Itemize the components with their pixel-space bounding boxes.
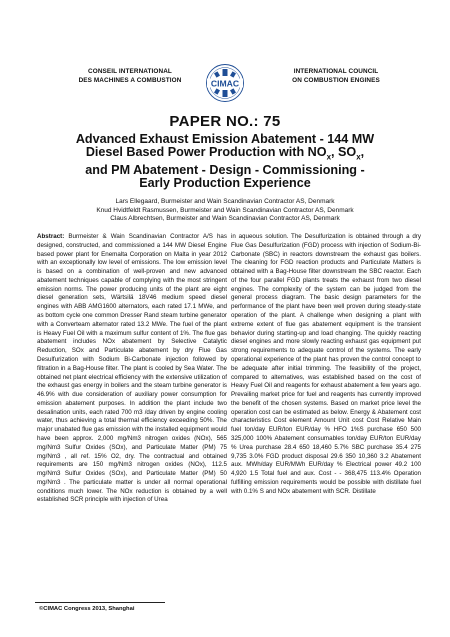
- author-3: Claus Albrechtsen, Burmeister and Wain Scandinavian Contractor AS, Denmark: [110, 215, 340, 223]
- left-org-line-1: CONSEIL INTERNATIONAL: [88, 68, 172, 75]
- author-list: [20, 198, 430, 224]
- left-organization: [50, 67, 210, 85]
- title-sub-1: x: [326, 152, 332, 162]
- page-header: [0, 63, 450, 103]
- author-1: Lars Ellegaard, Burmeister and Wain Scandinavian Contractor AS, Denmark: [115, 198, 335, 205]
- title-mid-2: ,: [360, 145, 365, 159]
- abstract-right-column: [231, 233, 421, 496]
- title-line-1: Advanced Exhaust Emission Abatement - 144 MW: [75, 132, 375, 146]
- left-org-line-2: DES MACHINES A COMBUSTION: [78, 77, 182, 84]
- title-line-2-text: Diesel Based Power Production with NO: [85, 145, 327, 159]
- right-org-line-1: INTERNATIONAL COUNCIL: [293, 68, 379, 75]
- paper-title: [30, 133, 420, 190]
- cimac-logo-icon: [203, 63, 247, 103]
- left-column-text: Burmeister & Wain Scandinavian Contractor A/S has designed, constructed, and commissioned a 144 MW Diesel Engine based power plant for Enemalta Corporation on Malta in year 2012 with an exceptionally low level of emissions. The low emission level is based on a combination of well-proven and new advanced abatement techniques capable of complying with the most stringent emission norms. The power producing units of the plant are eight diesel generation sets, Wärtsilä 18V46 medium speed diesel engines with ABB AMG1600 alternators, each rated 17.1 MWe, and as bottom cycle one common Dresser Rand steam turbine generator with a Converteam alternator rated 13.2 MWe. The fuel of the plant is Heavy Fuel Oil with a maximum sulfur content of 1%. The flue gas abatement includes NOx abatement by Selective Catalytic Reduction, SOx and Particulate abatement by dry Flue Gas Desulfurization with Sodium Bi-Carbonate injection followed by filtration in a Bag-House filter. The plant is cooled by Sea Water. The obtained net plant electrical efficiency with the extensive utilization of the exhaust gas energy in boilers and the steam turbine generator is 46.9% with due consideration of auxiliary power consumption for emission abatement purposes. In addition the plant include two desalination units, each rated 700 m3 /day driven by engine cooling water, thus achieving a total thermal efficiency exceeding 50%. The major unabated flue gas emission with the installed equipment would have been approx. 2,000 mg/Nm3 nitrogen oxides (NOx), 565 mg/Nm3 Sulfur Oxides (SOx), and Particulate Matter (PM) 75 mg/Nm3 , all ref. 15% O2, dry. The contractual and obtained requirements are 150 mg/Nm3 nitrogen oxides (NOx), 112.5 mg/Nm3 Sulfur Oxides (SOx), and Particulate Matter (PM) 50 mg/Nm3 . The particulate matter is under all normal operational conditions much lower. The NOx reduction is obtained by a well established SCR principle with injection of Urea: [37, 233, 227, 504]
- abstract-left-column: [37, 233, 227, 505]
- title-line-3: and PM Abatement - Design - Commissioning -: [85, 162, 365, 177]
- title-line-4: Early Production Experience: [139, 175, 311, 190]
- footer-copyright: ©CIMAC Congress 2013, Shanghai: [39, 606, 135, 612]
- right-column-text: in aqueous solution. The Desulfurization is obtained through a dry Flue Gas Desulfurization (FGD) process with injection of Sodium-Bi-Carbonate (SBC) in reactors downstream the exhaust gas boilers. The cleaning for FGD reaction products and Particulate Matters is obtained with a Bag-House filter downstream the SBC reactor. Each of the four parallel FGD plants treats the exhaust from two diesel engines. The complexity of the system can be judged from the general process diagram. The basic design parameters for the performance of the plant have been well proven during steady-state operation of the plant. A challenge when designing a plant with extreme extent of flue gas abatement equipment is the transient behavior during starting-up and load changing. The quickly reacting diesel engines and more slowly reacting exhaust gas equipment put strong requirements to adequate control of the systems. The early operational experience of the plant has proven the control concept to be adequate after initial trimming. The feasibility of the project, compared to alternatives, was established based on the cost of Heavy Fuel Oil and reagents for exhaust abatement a few years ago. Prevailing market price for fuel and reagents has currently improved the benefit of the chosen systems. Based on market price level the operation cost can be estimated as below. Energy & Abatement cost characteristics Cost element Amount Unit cost Cost Relative Main fuel ton/day EUR/ton EUR/day % HFO 1%S purchase 650 500 325,000 100% Abatement consumables ton/day EUR/ton EUR/day % Urea purchase 28.4 650 18,460 5.7% SBC purchase 35.4 275 9,735 3.0% FGD product disposal 29.6 350 10,360 3.2 Abatement aux. MWh/day EUR/MWh EUR/day % Electrical power 49.2 100 4,920 1.5 Total fuel and aux. Cost - - 368,475 113.4% Operation fulfilling emission requirements would be possible with distillate fuel with 0.1% S and NOx abatement with SCR. Distillate: [231, 233, 421, 495]
- paper-number: PAPER NO.: 75: [169, 113, 281, 130]
- right-organization: [256, 67, 416, 85]
- title-mid-1: , SO: [331, 145, 357, 159]
- footer-divider: [35, 602, 165, 603]
- title-sub-2: x: [356, 152, 361, 162]
- title-line-2: [30, 146, 420, 164]
- cimac-logo: [203, 63, 247, 103]
- abstract-label: Abstract:: [37, 233, 65, 240]
- logo-text: CIMAC: [210, 78, 240, 89]
- right-org-line-2: ON COMBUSTION ENGINES: [292, 77, 380, 84]
- author-2: Knud Hvidtfeldt Rasmussen, Burmeister and Wain Scandinavian Contractor AS, Denmark: [96, 206, 354, 214]
